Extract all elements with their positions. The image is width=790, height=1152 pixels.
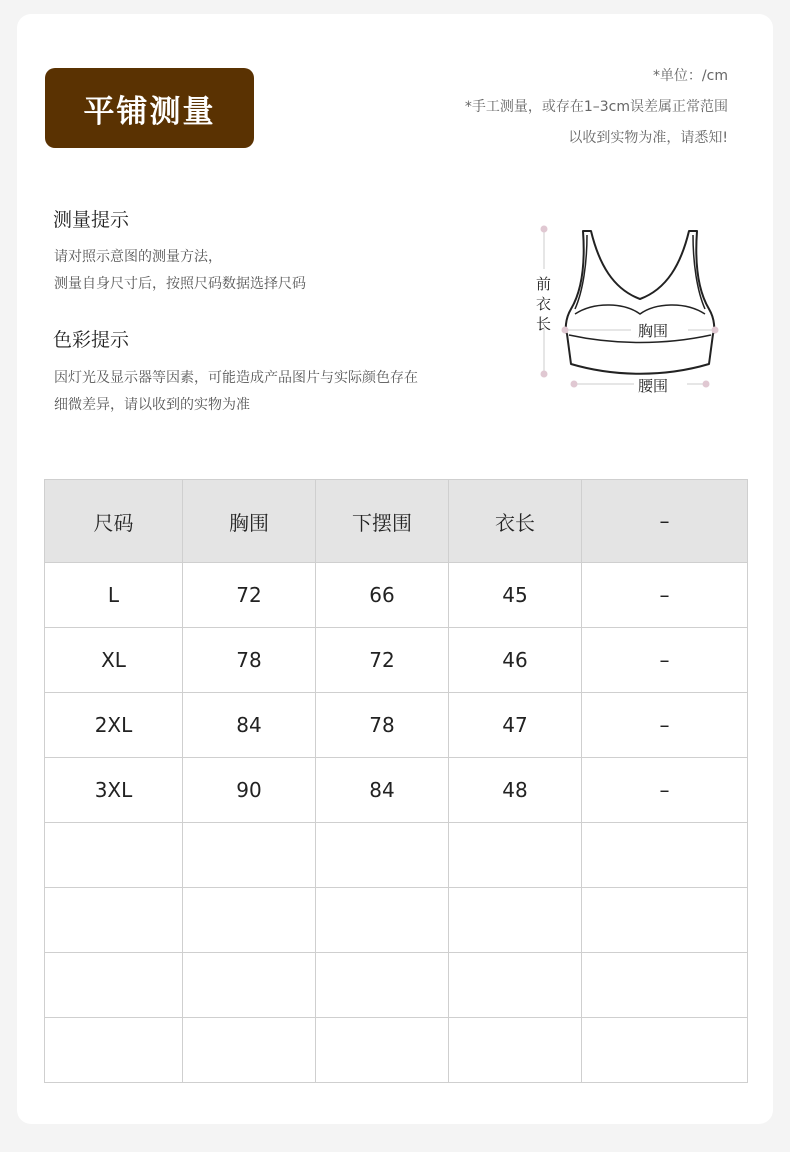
table-row: [45, 758, 748, 823]
table-cell: 66: [316, 563, 449, 628]
error-note: *手工测量，或存在1–3cm误差属正常范围: [464, 99, 728, 115]
reference-note: 以收到实物为准，请悉知!: [568, 130, 728, 146]
table-cell: 2XL: [45, 693, 183, 758]
table-cell: [449, 953, 582, 1018]
header-length: 衣长: [449, 480, 582, 563]
table-cell: –: [582, 628, 748, 693]
measure-tip-line: 请对照示意图的测量方法，: [54, 249, 222, 265]
color-tip-text: [54, 365, 418, 419]
table-cell: [449, 1018, 582, 1083]
table-row: [45, 823, 748, 888]
table-cell: [183, 823, 316, 888]
table-cell: [316, 953, 449, 1018]
header-chest: 胸围: [183, 480, 316, 563]
page-title: 平铺测量: [83, 93, 216, 130]
table-cell: [582, 1018, 748, 1083]
content-card: [17, 14, 773, 1124]
waist-label: 腰围: [638, 377, 669, 395]
unit-note: *单位：/cm: [652, 68, 728, 84]
color-tip-heading: 色彩提示: [53, 329, 130, 351]
table-cell: [449, 823, 582, 888]
table-cell: [45, 953, 183, 1018]
chest-label: 胸围: [638, 322, 669, 340]
table-cell: XL: [45, 628, 183, 693]
table-cell: L: [45, 563, 183, 628]
size-table: [44, 479, 748, 1083]
measure-tip-heading: 测量提示: [53, 209, 130, 231]
table-cell: [316, 1018, 449, 1083]
bra-outline-graphic: [525, 219, 740, 409]
table-cell: 47: [449, 693, 582, 758]
table-cell: 45: [449, 563, 582, 628]
table-cell: [316, 823, 449, 888]
table-row: [45, 693, 748, 758]
table-row: [45, 888, 748, 953]
header-hem: 下摆围: [316, 480, 449, 563]
table-cell: [582, 823, 748, 888]
table-cell: [45, 888, 183, 953]
table-cell: [45, 823, 183, 888]
table-cell: [183, 1018, 316, 1083]
table-cell: 72: [316, 628, 449, 693]
table-row: [45, 1018, 748, 1083]
length-label-char: 长: [536, 315, 552, 333]
color-tip-line: 细微差异，请以收到的实物为准: [54, 397, 250, 413]
table-cell: [316, 888, 449, 953]
table-cell: [582, 888, 748, 953]
table-header-row: [45, 480, 748, 563]
table-row: [45, 563, 748, 628]
table-cell: 78: [316, 693, 449, 758]
bra-measurement-diagram: [525, 219, 740, 409]
table-cell: 78: [183, 628, 316, 693]
table-cell: –: [582, 693, 748, 758]
table-cell: 3XL: [45, 758, 183, 823]
title-badge: [45, 68, 254, 148]
table-cell: [45, 1018, 183, 1083]
length-label-char: 衣: [536, 295, 552, 313]
table-cell: [582, 953, 748, 1018]
table-cell: [183, 888, 316, 953]
header-size: 尺码: [45, 480, 183, 563]
table-cell: –: [582, 563, 748, 628]
table-row: [45, 953, 748, 1018]
table-cell: 72: [183, 563, 316, 628]
table-cell: 46: [449, 628, 582, 693]
table-row: [45, 628, 748, 693]
table-cell: –: [582, 758, 748, 823]
table-cell: [183, 953, 316, 1018]
measure-tip-text: [54, 244, 306, 298]
table-cell: 48: [449, 758, 582, 823]
measure-tip-line: 测量自身尺寸后，按照尺码数据选择尺码: [54, 276, 306, 292]
length-label: [536, 274, 551, 334]
length-label-char: 前: [536, 275, 552, 293]
table-cell: [449, 888, 582, 953]
header-extra: –: [582, 480, 748, 563]
table-cell: 84: [183, 693, 316, 758]
table-cell: 84: [316, 758, 449, 823]
color-tip-line: 因灯光及显示器等因素，可能造成产品图片与实际颜色存在: [54, 370, 418, 386]
measurement-notes: [465, 61, 728, 154]
table-cell: 90: [183, 758, 316, 823]
